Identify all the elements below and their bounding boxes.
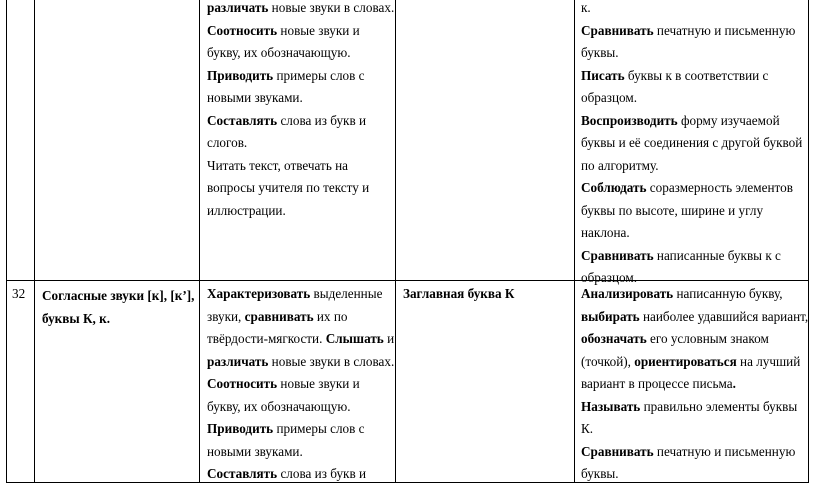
bold-verb: Соблюдать — [581, 180, 647, 195]
bold-verb: Составлять — [207, 112, 278, 128]
text-span: слова из букв и — [277, 112, 367, 128]
writing-topic-cell — [403, 283, 514, 306]
row-number: 32 — [12, 286, 26, 301]
writing-topic-text — [403, 283, 514, 306]
text-line — [581, 20, 802, 43]
bold-verb: различать — [207, 353, 269, 369]
text-span: слогов. — [207, 135, 248, 150]
text-line — [207, 132, 394, 155]
text-span: правильно элементы буквы — [640, 398, 798, 414]
text-line — [207, 110, 394, 133]
text-line — [581, 87, 802, 110]
text-span: его условным знаком — [646, 331, 769, 346]
bold-verb: обозначать — [581, 331, 647, 346]
text-span: новые звуки в словах. — [268, 353, 395, 369]
bold-verb: Писать — [581, 67, 625, 83]
text-line — [207, 396, 394, 419]
text-line — [207, 328, 394, 351]
text-line — [581, 373, 808, 396]
text-line — [581, 42, 802, 65]
text-line — [581, 132, 802, 155]
activities-text — [207, 0, 394, 222]
text-span: новые звуки и — [277, 22, 360, 38]
text-span: буквы по высоте, ширине и углу — [581, 202, 764, 218]
text-line — [581, 155, 802, 178]
text-line — [207, 373, 394, 396]
text-line — [581, 222, 802, 245]
text-span: наклона. — [581, 225, 630, 240]
text-line — [207, 306, 394, 329]
text-line — [581, 0, 802, 20]
text-line — [207, 351, 394, 374]
text-span: вариант в процессе письма — [581, 376, 733, 391]
text-line — [581, 65, 802, 88]
text-span: букву, их обозначающую. — [207, 45, 351, 60]
text-span: по алгоритму. — [581, 157, 659, 173]
text-span: иллюстрации. — [207, 202, 286, 218]
bold-verb: Соотносить — [207, 22, 278, 38]
bold-verb: Сравнивать — [581, 22, 654, 38]
text-span: соразмерность элементов — [646, 180, 793, 195]
text-span: слова из букв и — [277, 466, 367, 481]
bold-verb: Согласные звуки [к], [к’], — [42, 288, 195, 303]
activities-cell — [207, 283, 394, 486]
text-span: к. — [581, 0, 591, 15]
bold-verb: выбирать — [581, 308, 640, 324]
text-line — [581, 283, 808, 306]
text-line — [403, 283, 514, 306]
bold-verb: буквы К, к. — [42, 310, 111, 326]
bold-verb: Характеризовать — [207, 286, 311, 301]
bold-verb: Воспроизводить — [581, 112, 678, 128]
text-span: буквы. — [581, 466, 619, 481]
table-border-left — [6, 0, 7, 483]
text-line — [581, 110, 802, 133]
lesson-topic-text — [42, 285, 194, 330]
top-row-activities-cell — [207, 0, 394, 222]
text-span: образцом. — [581, 90, 638, 105]
text-line — [207, 283, 394, 306]
text-line — [581, 441, 808, 464]
column-divider-4 — [574, 0, 575, 483]
text-span: новыми звуками. — [207, 90, 303, 105]
text-line — [207, 200, 394, 223]
text-span: выделенные — [310, 286, 383, 301]
bold-verb: Соотносить — [207, 376, 278, 391]
text-line — [207, 441, 394, 464]
text-line — [207, 0, 394, 20]
text-line — [581, 200, 802, 223]
text-line — [581, 418, 808, 441]
text-line — [207, 418, 394, 441]
writing-activities-text — [581, 0, 802, 290]
text-line — [207, 42, 394, 65]
bold-verb: Составлять — [207, 466, 278, 481]
top-row-writing-activities-cell — [581, 0, 802, 290]
text-line — [42, 308, 194, 331]
bold-verb: Сравнивать — [581, 247, 654, 263]
text-span: печатную и письменную — [653, 22, 796, 38]
text-line — [581, 177, 802, 200]
writing-activities-cell — [581, 283, 808, 486]
bold-verb: Называть — [581, 398, 641, 414]
column-divider-2 — [199, 0, 200, 483]
bold-verb: Слышать — [325, 331, 384, 346]
text-span: печатную и письменную — [653, 443, 796, 459]
bold-verb: . — [732, 376, 736, 391]
text-line — [207, 87, 394, 110]
bold-verb: сравнивать — [244, 308, 314, 324]
text-span: новые звуки и — [277, 376, 360, 391]
text-line — [207, 177, 394, 200]
lesson-topic-cell — [42, 285, 194, 330]
text-span: наиболее удавшийся вариант, — [639, 308, 809, 324]
text-span: новыми звуками. — [207, 443, 303, 459]
text-span: новые звуки в словах. — [268, 0, 395, 15]
text-span: вопросы учителя по тексту и — [207, 180, 370, 195]
text-span: написанную букву, — [673, 286, 783, 301]
text-span: звуки, — [207, 308, 245, 324]
text-line — [581, 396, 808, 419]
text-span: и — [383, 331, 395, 346]
bold-verb: Анализировать — [581, 286, 674, 301]
text-span: К. — [581, 421, 594, 436]
text-line — [581, 463, 808, 486]
text-line — [207, 20, 394, 43]
bold-verb: Приводить — [207, 421, 274, 436]
text-span: их по — [313, 308, 348, 324]
bold-verb: Заглавная буква К — [403, 286, 515, 301]
text-line — [207, 65, 394, 88]
bold-verb: Сравнивать — [581, 443, 654, 459]
text-line — [42, 285, 194, 308]
text-line — [581, 245, 802, 268]
writing-activities-text — [581, 283, 808, 486]
text-span: на лучший — [736, 353, 801, 369]
bold-verb: Приводить — [207, 67, 274, 83]
bold-verb: ориентироваться — [634, 353, 737, 369]
text-line — [207, 463, 394, 486]
text-span: примеры слов с — [273, 421, 365, 436]
text-span: форму изучаемой — [677, 112, 780, 128]
text-line — [207, 155, 394, 178]
text-span: примеры слов с — [273, 67, 365, 83]
text-span: твёрдости-мягкости. — [207, 331, 326, 346]
column-divider-1 — [34, 0, 35, 483]
row-number-cell — [12, 283, 25, 306]
text-span: написанные буквы к с — [653, 247, 781, 263]
text-span: буквы к в соответствии с — [624, 67, 769, 83]
text-line — [581, 306, 808, 329]
text-span: букву, их обозначающую. — [207, 398, 351, 414]
text-span: Читать текст, отвечать на — [207, 157, 349, 173]
text-span: (точкой), — [581, 353, 635, 369]
column-divider-3 — [395, 0, 396, 483]
text-span: буквы. — [581, 45, 619, 60]
text-span: буквы и её соединения с другой буквой — [581, 135, 803, 150]
activities-text — [207, 283, 394, 486]
text-line — [581, 351, 808, 374]
bold-verb: различать — [207, 0, 269, 15]
text-line — [581, 328, 808, 351]
text-span: образцом. — [581, 270, 638, 285]
